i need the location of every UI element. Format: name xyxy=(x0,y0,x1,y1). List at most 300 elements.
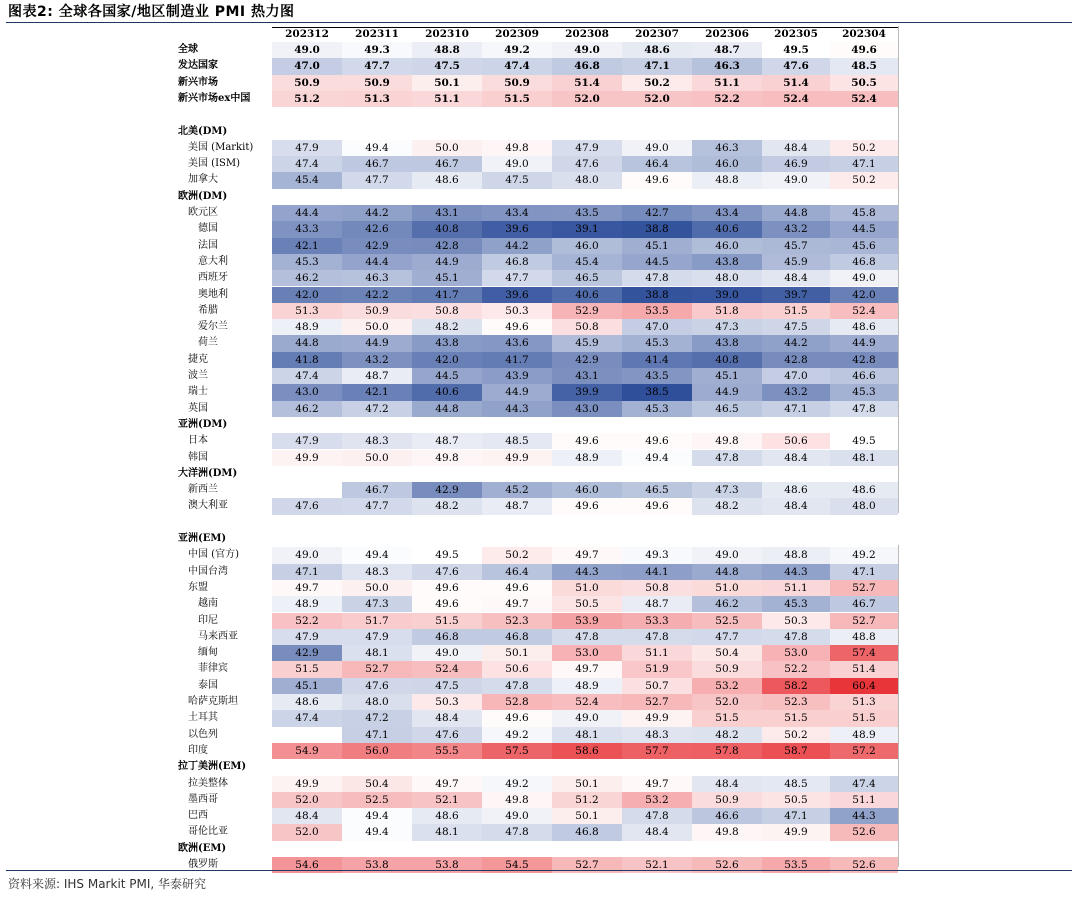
row-label: 欧元区 xyxy=(188,207,218,218)
heat-cell: 60.4 xyxy=(830,678,898,694)
heat-cell: 52.0 xyxy=(692,694,762,710)
heat-cell: 49.4 xyxy=(342,808,412,824)
header-rule xyxy=(272,27,898,28)
row-label: 越南 xyxy=(198,598,218,610)
heat-cell: 51.0 xyxy=(552,580,622,596)
heat-cell: 56.0 xyxy=(342,743,412,759)
heat-cell: 43.8 xyxy=(412,335,482,351)
heat-cell: 44.5 xyxy=(622,254,692,270)
heat-cell: 46.6 xyxy=(830,368,898,384)
heat-cell: 45.6 xyxy=(830,238,898,254)
heat-cell: 48.8 xyxy=(830,629,898,645)
heat-cell: 42.8 xyxy=(830,352,898,368)
heat-cell: 43.5 xyxy=(622,368,692,384)
heat-cell: 48.6 xyxy=(762,482,830,498)
heat-cell: 45.3 xyxy=(622,335,692,351)
heat-cell: 46.3 xyxy=(342,270,412,286)
row-label: 法国 xyxy=(198,239,218,251)
heat-cell: 50.3 xyxy=(482,303,552,319)
heat-cell: 46.4 xyxy=(482,564,552,580)
heat-cell: 46.5 xyxy=(622,482,692,498)
heat-cell: 52.0 xyxy=(272,792,342,808)
heat-cell: 50.5 xyxy=(762,792,830,808)
heat-cell: 44.3 xyxy=(762,564,830,580)
heat-cell: 51.5 xyxy=(830,710,898,726)
heat-cell: 47.8 xyxy=(692,450,762,466)
heat-cell: 57.5 xyxy=(482,743,552,759)
heat-cell: 47.2 xyxy=(342,710,412,726)
heat-cell: 47.7 xyxy=(482,270,552,286)
heat-cell: 49.6 xyxy=(552,498,622,514)
figure-title: 图表2: 全球各国家/地区制造业 PMI 热力图 xyxy=(8,4,295,20)
heat-cell: 51.5 xyxy=(762,710,830,726)
heat-cell: 49.6 xyxy=(622,498,692,514)
heat-cell: 42.9 xyxy=(272,645,342,661)
heat-cell: 53.0 xyxy=(762,645,830,661)
heat-cell: 50.1 xyxy=(412,75,482,91)
heat-cell: 48.7 xyxy=(342,368,412,384)
heat-cell: 57.2 xyxy=(830,743,898,759)
heat-cell: 49.9 xyxy=(272,450,342,466)
heat-cell: 49.9 xyxy=(762,824,830,840)
heat-cell: 58.2 xyxy=(762,678,830,694)
column-header: 202312 xyxy=(285,28,329,40)
heat-cell: 50.1 xyxy=(552,776,622,792)
heat-cell: 46.0 xyxy=(692,156,762,172)
heat-cell: 51.5 xyxy=(272,661,342,677)
heat-cell: 53.8 xyxy=(342,857,412,873)
row-label: 中国台湾 xyxy=(188,565,228,577)
heat-cell: 43.6 xyxy=(482,335,552,351)
heat-cell: 42.8 xyxy=(762,352,830,368)
heat-cell: 47.9 xyxy=(272,140,342,156)
heat-cell: 52.7 xyxy=(622,694,692,710)
heat-cell: 47.6 xyxy=(272,498,342,514)
heat-cell: 47.4 xyxy=(482,58,552,74)
heat-cell: 47.5 xyxy=(412,58,482,74)
heat-cell: 48.2 xyxy=(692,498,762,514)
heat-cell: 50.4 xyxy=(342,776,412,792)
heat-cell: 49.7 xyxy=(482,596,552,612)
heat-cell: 45.3 xyxy=(762,596,830,612)
heat-cell: 41.7 xyxy=(482,352,552,368)
heat-cell: 51.8 xyxy=(692,303,762,319)
heat-cell: 54.9 xyxy=(272,743,342,759)
heat-cell: 50.1 xyxy=(482,645,552,661)
heat-cell: 50.9 xyxy=(272,75,342,91)
heat-cell: 47.1 xyxy=(762,808,830,824)
heat-cell xyxy=(272,482,342,498)
heat-cell: 52.2 xyxy=(272,613,342,629)
heat-cell: 52.7 xyxy=(342,661,412,677)
heat-cell: 48.2 xyxy=(692,727,762,743)
heat-cell: 48.4 xyxy=(762,450,830,466)
heat-cell: 43.5 xyxy=(552,205,622,221)
heat-cell: 49.0 xyxy=(272,547,342,563)
row-label: 新兴市场 xyxy=(178,76,218,88)
heat-cell: 49.5 xyxy=(830,433,898,449)
row-label: 全球 xyxy=(178,44,198,55)
heat-cell: 47.6 xyxy=(762,58,830,74)
heat-cell: 45.3 xyxy=(622,401,692,417)
heat-cell: 46.8 xyxy=(482,629,552,645)
heat-cell: 49.2 xyxy=(482,776,552,792)
heat-cell: 51.3 xyxy=(272,303,342,319)
heat-cell: 43.3 xyxy=(272,221,342,237)
heat-cell: 44.3 xyxy=(482,401,552,417)
heat-cell: 47.3 xyxy=(342,596,412,612)
heat-cell: 40.8 xyxy=(412,221,482,237)
row-label: 拉美整体 xyxy=(188,777,228,789)
row-label: 泰国 xyxy=(198,679,218,691)
heat-cell: 45.8 xyxy=(830,205,898,221)
heat-cell: 49.0 xyxy=(622,140,692,156)
heat-cell: 52.5 xyxy=(692,613,762,629)
heat-cell: 44.8 xyxy=(762,205,830,221)
heat-cell: 45.1 xyxy=(692,368,762,384)
heat-cell: 49.7 xyxy=(552,661,622,677)
heat-cell: 49.8 xyxy=(482,792,552,808)
heat-cell: 53.5 xyxy=(762,857,830,873)
heat-cell: 52.4 xyxy=(412,661,482,677)
table-right-border xyxy=(898,545,899,867)
heat-cell: 42.0 xyxy=(272,287,342,303)
heat-cell: 48.9 xyxy=(830,727,898,743)
heat-cell: 50.0 xyxy=(342,450,412,466)
heat-cell: 45.7 xyxy=(762,238,830,254)
heat-cell: 50.2 xyxy=(762,727,830,743)
heat-cell: 51.9 xyxy=(622,661,692,677)
heat-cell: 48.4 xyxy=(762,270,830,286)
column-header: 202305 xyxy=(774,28,818,40)
heat-cell: 53.9 xyxy=(552,613,622,629)
heat-cell: 48.1 xyxy=(552,727,622,743)
row-label: 瑞士 xyxy=(188,386,208,398)
heat-cell: 43.1 xyxy=(552,368,622,384)
row-label: 俄罗斯 xyxy=(188,859,218,870)
heat-cell: 51.4 xyxy=(830,661,898,677)
heat-cell: 47.3 xyxy=(692,482,762,498)
heat-cell: 55.5 xyxy=(412,743,482,759)
heat-cell: 46.0 xyxy=(552,482,622,498)
heat-cell: 44.8 xyxy=(412,401,482,417)
heat-cell: 42.6 xyxy=(342,221,412,237)
heat-cell: 42.2 xyxy=(342,287,412,303)
heat-cell: 43.0 xyxy=(272,384,342,400)
heat-cell: 50.8 xyxy=(412,303,482,319)
heat-cell: 51.1 xyxy=(692,75,762,91)
row-label: 发达国家 xyxy=(178,60,218,72)
heat-cell: 47.4 xyxy=(272,156,342,172)
heat-cell: 54.5 xyxy=(482,857,552,873)
heat-cell: 48.9 xyxy=(552,678,622,694)
row-label: 印尼 xyxy=(198,614,218,626)
table-right-border xyxy=(898,26,899,513)
heat-cell: 47.1 xyxy=(342,727,412,743)
heat-cell: 49.6 xyxy=(552,433,622,449)
heat-cell: 45.1 xyxy=(622,238,692,254)
heat-cell: 46.7 xyxy=(342,482,412,498)
heat-cell: 47.1 xyxy=(830,156,898,172)
row-label: 奥地利 xyxy=(198,288,228,300)
heat-cell: 43.8 xyxy=(692,254,762,270)
heat-cell: 46.2 xyxy=(272,270,342,286)
heat-cell: 52.0 xyxy=(622,91,692,107)
heat-cell: 42.0 xyxy=(830,287,898,303)
heat-cell: 50.3 xyxy=(412,694,482,710)
heat-cell: 47.1 xyxy=(830,564,898,580)
heat-cell: 47.9 xyxy=(272,433,342,449)
heat-cell: 39.9 xyxy=(552,384,622,400)
heat-cell: 47.1 xyxy=(762,401,830,417)
heat-cell: 52.3 xyxy=(482,613,552,629)
heat-cell: 41.7 xyxy=(412,287,482,303)
heat-cell: 53.3 xyxy=(622,613,692,629)
heat-cell: 49.0 xyxy=(552,42,622,58)
row-label: 缅甸 xyxy=(198,647,218,659)
heat-cell: 40.8 xyxy=(692,352,762,368)
heat-cell: 51.2 xyxy=(272,91,342,107)
heat-cell: 47.6 xyxy=(412,564,482,580)
heat-cell: 44.5 xyxy=(830,221,898,237)
heat-cell: 49.0 xyxy=(692,547,762,563)
heat-cell: 42.1 xyxy=(272,238,342,254)
heat-cell: 42.8 xyxy=(412,238,482,254)
section-label: 欧洲(EM) xyxy=(178,842,227,854)
heat-cell: 48.4 xyxy=(412,710,482,726)
heat-cell: 57.7 xyxy=(622,743,692,759)
heat-cell: 45.3 xyxy=(830,384,898,400)
heat-cell: 46.0 xyxy=(552,238,622,254)
heat-cell: 51.0 xyxy=(692,580,762,596)
row-label: 新西兰 xyxy=(188,484,218,496)
section-label: 拉丁美洲(EM) xyxy=(178,761,247,773)
row-label: 东盟 xyxy=(188,581,208,593)
heat-cell: 42.1 xyxy=(342,384,412,400)
heat-cell: 50.3 xyxy=(762,613,830,629)
heat-cell: 53.0 xyxy=(552,645,622,661)
heat-cell: 39.7 xyxy=(762,287,830,303)
heat-cell: 51.5 xyxy=(762,303,830,319)
heat-cell: 49.0 xyxy=(830,270,898,286)
heat-cell: 48.7 xyxy=(482,498,552,514)
heat-cell: 49.0 xyxy=(272,42,342,58)
heat-cell: 47.1 xyxy=(272,564,342,580)
column-header: 202309 xyxy=(495,28,539,40)
heat-cell: 50.9 xyxy=(692,661,762,677)
heat-cell: 42.0 xyxy=(412,352,482,368)
heat-cell: 58.7 xyxy=(762,743,830,759)
heat-cell: 50.9 xyxy=(482,75,552,91)
heat-cell: 52.7 xyxy=(552,857,622,873)
heat-cell: 50.8 xyxy=(622,580,692,596)
heat-cell: 50.6 xyxy=(762,433,830,449)
heat-cell: 42.7 xyxy=(622,205,692,221)
heat-cell: 44.1 xyxy=(622,564,692,580)
heat-cell: 49.0 xyxy=(482,808,552,824)
row-label: 英国 xyxy=(188,402,208,414)
heat-cell: 52.2 xyxy=(762,661,830,677)
heat-cell: 39.6 xyxy=(482,287,552,303)
heat-cell: 48.5 xyxy=(830,58,898,74)
heat-cell: 52.2 xyxy=(692,91,762,107)
heat-cell: 48.5 xyxy=(482,433,552,449)
heat-cell: 50.2 xyxy=(830,140,898,156)
heat-cell: 49.7 xyxy=(412,776,482,792)
row-label: 捷克 xyxy=(188,353,208,365)
column-header: 202308 xyxy=(565,28,609,40)
row-label: 西班牙 xyxy=(198,272,228,284)
heat-cell: 52.7 xyxy=(830,613,898,629)
heat-cell: 47.7 xyxy=(342,498,412,514)
heat-cell: 49.6 xyxy=(412,580,482,596)
heat-cell: 51.1 xyxy=(762,580,830,596)
heat-cell: 49.3 xyxy=(622,547,692,563)
heat-cell: 48.6 xyxy=(622,42,692,58)
heat-cell: 47.8 xyxy=(622,808,692,824)
heat-cell: 48.4 xyxy=(692,776,762,792)
heat-cell: 49.6 xyxy=(482,319,552,335)
heat-cell: 44.3 xyxy=(552,564,622,580)
heat-cell: 51.1 xyxy=(830,792,898,808)
heat-cell: 46.7 xyxy=(830,596,898,612)
heat-cell: 48.3 xyxy=(622,727,692,743)
heat-cell: 47.6 xyxy=(342,678,412,694)
heat-cell: 49.0 xyxy=(762,172,830,188)
heat-cell: 47.7 xyxy=(692,629,762,645)
heat-cell: 52.9 xyxy=(552,303,622,319)
heat-cell: 52.6 xyxy=(830,857,898,873)
heat-cell: 45.4 xyxy=(552,254,622,270)
heat-cell: 45.9 xyxy=(762,254,830,270)
heat-cell: 44.8 xyxy=(692,564,762,580)
section-label: 欧洲(DM) xyxy=(178,190,228,202)
heat-cell: 49.3 xyxy=(342,42,412,58)
heat-cell: 46.7 xyxy=(412,156,482,172)
heat-cell: 47.8 xyxy=(482,824,552,840)
heat-cell: 46.8 xyxy=(552,58,622,74)
heat-cell: 45.1 xyxy=(412,270,482,286)
row-label: 爱尔兰 xyxy=(198,321,228,333)
heat-cell: 51.2 xyxy=(552,792,622,808)
heat-cell: 42.9 xyxy=(342,238,412,254)
heat-cell: 51.3 xyxy=(830,694,898,710)
heat-cell: 51.4 xyxy=(552,75,622,91)
heat-cell: 50.2 xyxy=(622,75,692,91)
heat-cell: 46.2 xyxy=(272,401,342,417)
heat-cell: 47.5 xyxy=(412,678,482,694)
row-label: 美国 (Markit) xyxy=(188,141,254,153)
heat-cell: 47.0 xyxy=(622,319,692,335)
heat-cell: 49.0 xyxy=(482,156,552,172)
row-label: 荷兰 xyxy=(198,337,218,349)
row-label: 印度 xyxy=(188,744,208,756)
heat-cell: 43.4 xyxy=(482,205,552,221)
heat-cell: 47.8 xyxy=(552,629,622,645)
row-label: 哥伦比亚 xyxy=(188,826,228,838)
column-header: 202307 xyxy=(635,28,679,40)
heat-cell: 48.0 xyxy=(692,270,762,286)
heat-cell: 50.2 xyxy=(830,172,898,188)
heat-cell: 48.0 xyxy=(342,694,412,710)
heat-cell: 45.1 xyxy=(272,678,342,694)
heat-cell: 57.4 xyxy=(830,645,898,661)
heat-cell: 43.8 xyxy=(692,335,762,351)
heat-cell: 49.6 xyxy=(482,580,552,596)
heat-cell: 51.7 xyxy=(342,613,412,629)
heat-cell: 48.4 xyxy=(272,808,342,824)
heat-cell: 48.0 xyxy=(552,172,622,188)
section-label: 亚洲(EM) xyxy=(178,533,227,544)
heat-cell: 47.8 xyxy=(830,401,898,417)
heat-cell: 40.6 xyxy=(412,384,482,400)
heat-cell: 48.6 xyxy=(412,172,482,188)
heat-cell: 48.4 xyxy=(762,140,830,156)
heat-cell: 52.4 xyxy=(762,91,830,107)
heat-cell: 49.6 xyxy=(482,710,552,726)
column-header: 202311 xyxy=(355,28,399,40)
heat-cell: 52.5 xyxy=(342,792,412,808)
heat-cell: 52.8 xyxy=(482,694,552,710)
heat-cell: 49.8 xyxy=(482,140,552,156)
row-label: 墨西哥 xyxy=(188,793,218,805)
heat-cell: 46.8 xyxy=(830,254,898,270)
heat-cell: 51.5 xyxy=(482,91,552,107)
heat-cell: 44.4 xyxy=(342,254,412,270)
heat-cell: 51.1 xyxy=(412,91,482,107)
heat-cell: 39.1 xyxy=(552,221,622,237)
heat-cell: 43.4 xyxy=(692,205,762,221)
row-label: 土耳其 xyxy=(188,712,218,724)
heat-cell: 50.9 xyxy=(692,792,762,808)
section-label: 亚洲(DM) xyxy=(178,418,228,430)
heat-cell: 43.0 xyxy=(552,401,622,417)
heat-cell: 57.8 xyxy=(692,743,762,759)
heat-cell: 49.0 xyxy=(552,710,622,726)
heat-cell: 47.9 xyxy=(342,629,412,645)
heat-cell: 49.5 xyxy=(412,547,482,563)
heat-cell: 47.5 xyxy=(482,172,552,188)
heat-cell: 46.8 xyxy=(482,254,552,270)
heat-cell: 51.1 xyxy=(622,645,692,661)
row-label: 以色列 xyxy=(188,728,218,740)
heat-cell: 43.2 xyxy=(762,384,830,400)
heat-cell: 49.8 xyxy=(692,433,762,449)
heat-cell: 52.1 xyxy=(412,792,482,808)
heat-cell: 41.8 xyxy=(272,352,342,368)
heat-cell: 49.6 xyxy=(412,596,482,612)
heat-cell: 49.8 xyxy=(692,824,762,840)
heat-cell: 48.3 xyxy=(342,433,412,449)
column-header: 202306 xyxy=(705,28,749,40)
heat-cell: 45.3 xyxy=(272,254,342,270)
heat-cell: 49.7 xyxy=(272,580,342,596)
heat-cell: 40.6 xyxy=(552,287,622,303)
heat-cell: 48.7 xyxy=(412,433,482,449)
heat-cell: 46.8 xyxy=(412,629,482,645)
heat-cell: 58.6 xyxy=(552,743,622,759)
heat-cell: 44.9 xyxy=(692,384,762,400)
heat-cell: 52.3 xyxy=(762,694,830,710)
heat-cell: 48.1 xyxy=(342,645,412,661)
heat-cell: 53.8 xyxy=(412,857,482,873)
heat-cell: 43.2 xyxy=(762,221,830,237)
row-label: 韩国 xyxy=(188,451,208,463)
heat-cell: 46.2 xyxy=(692,596,762,612)
heat-cell: 45.9 xyxy=(552,335,622,351)
footer-rule xyxy=(6,870,1072,871)
heat-cell: 45.4 xyxy=(272,172,342,188)
